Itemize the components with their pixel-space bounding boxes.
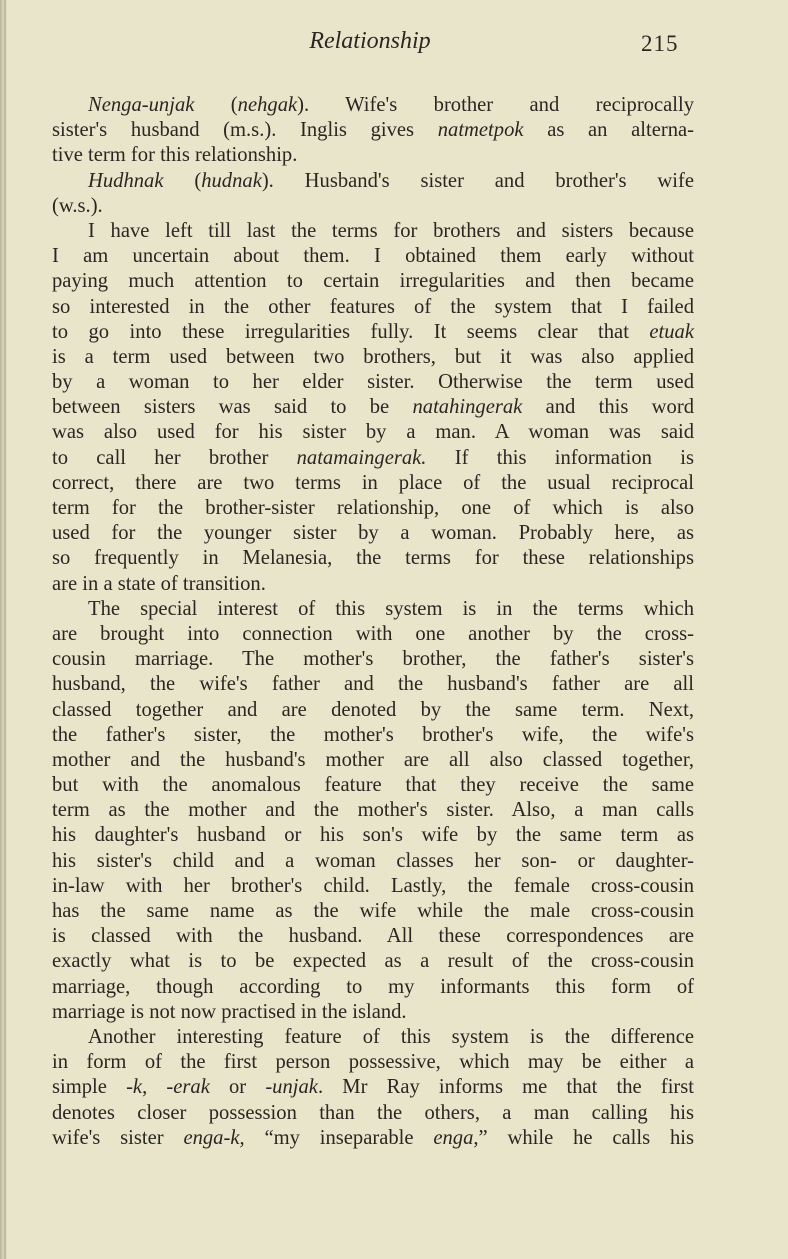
- italic-term: -erak: [166, 1076, 210, 1099]
- text-segment: cousin marriage. The mother's brother, the father's sister's: [52, 648, 694, 671]
- text-line: [52, 370, 694, 395]
- text-line: [52, 748, 694, 773]
- text-segment: so frequently in Melanesia, the terms for these relationships: [52, 547, 694, 570]
- text-line: [52, 143, 694, 168]
- text-line: [52, 446, 694, 471]
- italic-term: Hudhnak: [88, 169, 164, 192]
- text-line: [52, 219, 694, 244]
- text-segment: and this word: [522, 396, 694, 419]
- italic-term: enga: [433, 1126, 474, 1149]
- text-line: [52, 546, 694, 571]
- text-segment: is a term used between two brothers, but it was also applied: [52, 345, 694, 368]
- italic-term: natahingerak: [412, 396, 523, 419]
- text-segment: marriage is not now practised in the island.: [52, 1000, 407, 1023]
- text-segment: to call her brother: [52, 446, 297, 469]
- text-segment: I have left till last the terms for brothers and sisters because: [88, 219, 694, 242]
- text-segment: husband, the wife's father and the husband's father are all: [52, 673, 694, 696]
- text-segment: ,: [142, 1076, 167, 1099]
- text-line: [52, 849, 694, 874]
- text-segment: by a woman to her elder sister. Otherwise the term used: [52, 371, 694, 394]
- text-line: [52, 622, 694, 647]
- text-segment: term for the brother-sister relationship, one of which is also: [52, 497, 694, 519]
- running-header: [0, 22, 788, 58]
- text-segment: (w.s.).: [52, 194, 103, 217]
- text-segment: was also used for his sister by a man. A woman was said: [52, 421, 694, 444]
- text-line: [52, 1025, 694, 1050]
- text-segment: (: [194, 94, 238, 116]
- text-line: [52, 93, 694, 118]
- text-line: [52, 345, 694, 370]
- text-segment: marriage, though according to my informants this form of: [52, 975, 694, 998]
- text-line: [52, 1126, 694, 1151]
- text-line: [52, 496, 694, 521]
- text-segment: are brought into connection with one another by the cross-: [52, 622, 694, 645]
- text-segment: in form of the first person possessive, which may be either a: [52, 1051, 694, 1074]
- text-line: [52, 798, 694, 823]
- text-segment: I am uncertain about them. I obtained them early without: [52, 245, 694, 268]
- text-segment: so interested in the other features of the system that I failed: [52, 295, 694, 318]
- italic-term: hudnak: [201, 169, 262, 192]
- text-line: [52, 949, 694, 974]
- text-segment: mother and the husband's mother are all also classed together,: [52, 748, 694, 771]
- italic-term: natamaingerak.: [296, 446, 427, 469]
- text-line: [52, 420, 694, 445]
- text-segment: is classed with the husband. All these correspondences are: [52, 925, 694, 948]
- text-line: [52, 698, 694, 723]
- text-segment: the father's sister, the mother's brother's wife, the wife's: [52, 723, 694, 746]
- text-segment: used for the younger sister by a woman. Probably here, as: [52, 522, 694, 545]
- text-segment: If this information is: [426, 446, 694, 469]
- text-segment: has the same name as the wife while the male cross-cousin: [52, 900, 694, 922]
- text-line: [52, 118, 694, 143]
- text-segment: term as the mother and the mother's sister. Also, a man calls: [52, 799, 694, 822]
- text-segment: The special interest of this system is in the terms which: [88, 597, 694, 620]
- text-line: [52, 1000, 694, 1025]
- text-segment: correct, there are two terms in place of the usual reciprocal: [52, 471, 694, 494]
- italic-term: Nenga-unjak: [88, 94, 195, 116]
- text-line: [52, 1101, 694, 1126]
- text-segment: simple: [52, 1076, 127, 1099]
- text-segment: as an alterna-: [523, 119, 694, 142]
- text-segment: in-law with her brother's child. Lastly, the female cross-cousin: [52, 874, 694, 897]
- text-line: [52, 874, 694, 899]
- text-line: [52, 924, 694, 949]
- text-line: [52, 269, 694, 294]
- text-segment: (: [163, 169, 202, 192]
- text-line: [52, 320, 694, 345]
- text-line: [52, 899, 694, 924]
- text-line: [52, 1075, 694, 1100]
- text-segment: his daughter's husband or his son's wife by the same term as: [52, 824, 694, 847]
- text-segment: ,” while he calls his: [473, 1126, 694, 1149]
- text-segment: tive term for this relationship.: [52, 144, 298, 167]
- italic-term: -k: [126, 1076, 143, 1099]
- text-line: [52, 395, 694, 420]
- text-segment: are in a state of transition.: [52, 572, 266, 595]
- running-title: Relationship: [309, 28, 431, 54]
- text-line: [52, 471, 694, 496]
- binding-shadow-line: [4, 0, 6, 1259]
- text-line: [52, 773, 694, 798]
- text-segment: between sisters was said to be: [52, 396, 413, 419]
- text-line: [52, 823, 694, 848]
- text-segment: . Mr Ray informs me that the first: [317, 1076, 695, 1099]
- text-line: [52, 975, 694, 1000]
- text-line: [52, 521, 694, 546]
- text-segment: paying much attention to certain irregularities and then became: [52, 270, 694, 293]
- text-segment: ). Wife's brother and reciprocally: [297, 94, 694, 116]
- italic-term: -unjak: [265, 1076, 318, 1099]
- text-line: [52, 723, 694, 748]
- text-segment: ). Husband's sister and brother's wife: [261, 169, 694, 192]
- text-segment: but with the anomalous feature that they receive the same: [52, 774, 694, 797]
- italic-term: enga-k: [183, 1126, 240, 1149]
- text-segment: classed together and are denoted by the same term. Next,: [52, 698, 694, 721]
- text-line: [52, 572, 694, 597]
- text-segment: Another interesting feature of this system is the difference: [88, 1025, 694, 1048]
- text-line: [52, 194, 694, 219]
- text-line: [52, 169, 694, 194]
- text-line: [52, 295, 694, 320]
- page-number: 215: [641, 31, 679, 56]
- italic-term: natmetpok: [437, 119, 524, 142]
- italic-term: nehgak: [237, 94, 298, 116]
- text-segment: or: [209, 1076, 266, 1099]
- text-line: [52, 597, 694, 622]
- text-segment: , “my inseparable: [239, 1126, 434, 1149]
- text-segment: denotes closer possession than the others, a man calling his: [52, 1101, 694, 1124]
- text-line: [52, 647, 694, 672]
- text-line: [52, 1050, 694, 1075]
- italic-term: etuak: [649, 320, 694, 343]
- text-line: [52, 244, 694, 269]
- text-segment: his sister's child and a woman classes her son- or daughter-: [52, 849, 694, 872]
- text-segment: wife's sister: [52, 1126, 184, 1149]
- text-segment: exactly what is to be expected as a result of the cross-cousin: [52, 950, 694, 973]
- page-body-text: [52, 93, 694, 1151]
- text-line: [52, 672, 694, 697]
- text-segment: to go into these irregularities fully. It seems clear that: [52, 320, 650, 343]
- text-segment: sister's husband (m.s.). Inglis gives: [52, 119, 438, 142]
